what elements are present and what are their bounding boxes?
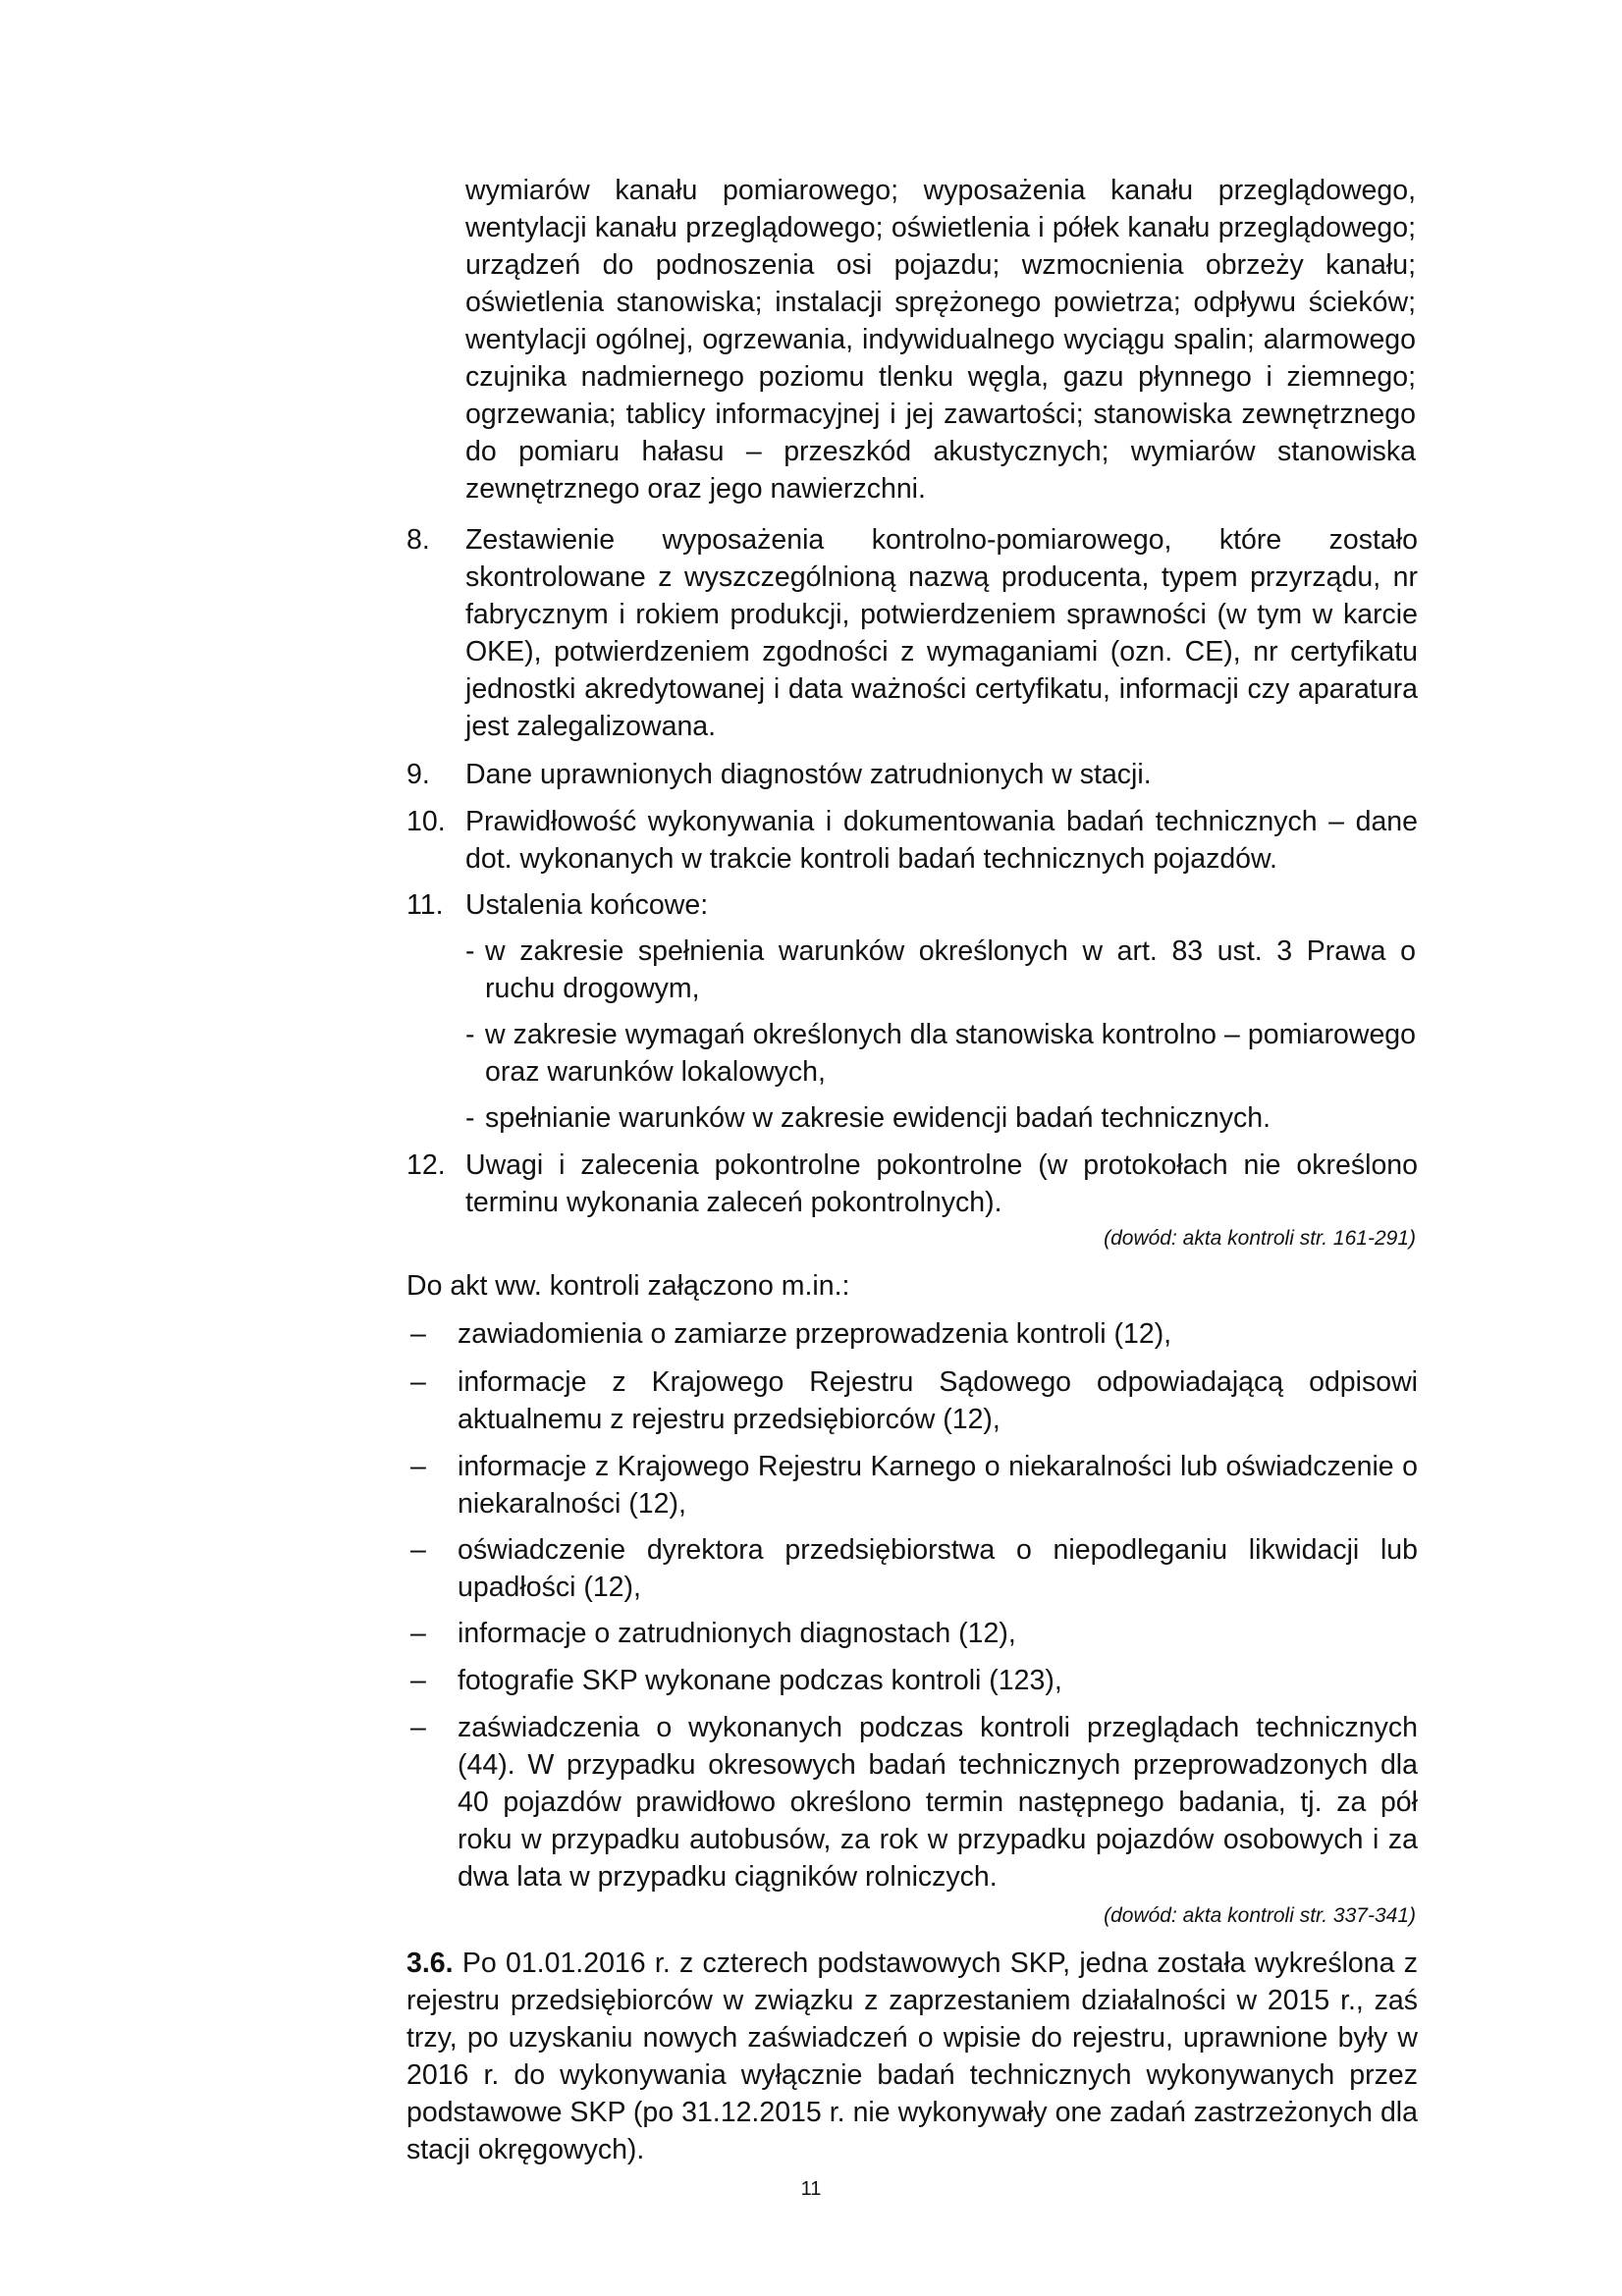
attachment-item (406, 1315, 1418, 1353)
list-number: 9. (406, 759, 430, 790)
attachment-item (406, 1363, 1418, 1438)
list-item-9 (406, 756, 1418, 793)
attachment-text: zaświadczenia o wykonanych podczas kontroli przeglądach technicznych (44). W przypadku okresowych badań technicznych przeprowadzonych dla 40 pojazdów prawidłowo określono termin następnego badania, tj. za pół roku w przypadku autobusów, za rok w przypadku pojazdów osobowych i za dwa lata w przypadku ciągników rolniczych. (458, 1712, 1418, 1893)
dash-marker: - (465, 1019, 475, 1050)
dash-marker: – (410, 1665, 426, 1696)
dash-marker: – (410, 1618, 426, 1649)
sub-item (465, 933, 1416, 1007)
attachment-item (406, 1448, 1418, 1522)
dash-marker: – (410, 1451, 426, 1482)
dash-marker: – (410, 1318, 426, 1350)
attachment-text: informacje z Krajowego Rejestru Sądowego odpowiadającą odpisowi aktualnemu z rejestru przedsiębiorców (12), (458, 1366, 1418, 1435)
evidence-note: (dowód: akta kontroli str. 161-291) (1104, 1227, 1416, 1250)
list-text: Prawidłowość wykonywania i dokumentowania badań technicznych – dane dot. wykonanych w trakcie kontroli badań technicznych pojazdów. (465, 806, 1418, 875)
continuation-paragraph: wymiarów kanału pomiarowego; wyposażenia kanału przeglądowego, wentylacji kanału przeglądowego; oświetlenia i półek kanału przeglądowego; urządzeń do podnoszenia osi pojazdu; wzmocnienia obrzeży kanału; oświetlenia stanowiska; instalacji sprężonego powietrza; odpływu ścieków; wentylacji ogólnej, ogrzewania, indywidualnego wyciągu spalin; alarmowego czujnika nadmiernego poziomu tlenku węgla, gazu płynnego i ziemnego; ogrzewania; tablicy informacyjnej i jej zawartości; stanowiska zewnętrznego do pomiaru hałasu – przeszkód akustycznych; wymiarów stanowiska zewnętrznego oraz jego nawierzchni. (465, 175, 1416, 505)
sub-item (465, 1016, 1416, 1091)
list-number: 11. (406, 889, 444, 921)
dash-marker: – (410, 1366, 426, 1398)
attachment-text: informacje z Krajowego Rejestru Karnego o niekaralności lub oświadczenie o niekaralności (12), (458, 1451, 1418, 1520)
attachment-text: zawiadomienia o zamiarze przeprowadzenia kontroli (12), (458, 1318, 1172, 1350)
attachment-item (406, 1662, 1418, 1699)
list-item-11 (406, 886, 1418, 924)
list-text: Uwagi i zalecenia pokontrolne pokontrolne (w protokołach nie określono terminu wykonania zaleceń pokontrolnych). (465, 1149, 1418, 1218)
list-item-8 (406, 521, 1418, 745)
dash-marker: – (410, 1534, 426, 1566)
list-text: Zestawienie wyposażenia kontrolno-pomiarowego, które zostało skontrolowane z wyszczególnioną nazwą producenta, typem przyrządu, nr fabrycznym i rokiem produkcji, potwierdzeniem sprawności (w tym w karcie OKE), potwierdzeniem zgodności z wymaganiami (ozn. CE), nr certyfikatu jednostki akredytowanej i data ważności certyfikatu, informacji czy aparatura jest zalegalizowana. (465, 524, 1418, 742)
attachment-item (406, 1615, 1418, 1652)
attachment-item (406, 1531, 1418, 1606)
attachment-text: oświadczenie dyrektora przedsiębiorstwa o niepodleganiu likwidacji lub upadłości (12), (458, 1534, 1418, 1603)
list-number: 12. (406, 1149, 446, 1181)
dash-marker: - (465, 1102, 475, 1134)
sub-item-text: w zakresie wymagań określonych dla stanowiska kontrolno – pomiarowego oraz warunków lokalowych, (485, 1019, 1416, 1088)
sub-item (465, 1099, 1416, 1137)
section-text: Po 01.01.2016 r. z czterech podstawowych SKP, jedna została wykreślona z rejestru przedsiębiorców w związku z zaprzestaniem działalności w 2015 r., zaś trzy, po uzyskaniu nowych zaświadczeń o wpisie do rejestru, uprawnione były w 2016 r. do wykonywania wyłącznie badań technicznych wykonywanych przez podstawowe SKP (po 31.12.2015 r. nie wykonywały one zadań zastrzeżonych dla stacji okręgowych). (406, 1948, 1419, 2165)
list-text: Ustalenia końcowe: (465, 889, 709, 921)
evidence-note: (dowód: akta kontroli str. 337-341) (1104, 1904, 1416, 1927)
dash-marker: – (410, 1712, 426, 1743)
attachment-item (406, 1709, 1418, 1896)
list-item-12 (406, 1147, 1418, 1221)
list-item-10 (406, 803, 1418, 878)
section-number: 3.6. (406, 1948, 454, 1979)
page-number: 11 (800, 2178, 822, 2200)
attachments-intro: Do akt ww. kontroli załączono m.in.: (406, 1270, 850, 1302)
list-text: Dane uprawnionych diagnostów zatrudnionych w stacji. (465, 759, 1152, 790)
list-number: 8. (406, 524, 430, 556)
section-paragraph (406, 1945, 1418, 2168)
attachment-text: informacje o zatrudnionych diagnostach (12), (458, 1618, 1016, 1649)
list-number: 10. (406, 806, 446, 837)
sub-item-text: spełnianie warunków w zakresie ewidencji badań technicznych. (485, 1102, 1271, 1134)
attachment-text: fotografie SKP wykonane podczas kontroli (123), (458, 1665, 1062, 1696)
dash-marker: - (465, 935, 475, 967)
sub-item-text: w zakresie spełnienia warunków określonych w art. 83 ust. 3 Prawa o ruchu drogowym, (485, 935, 1416, 1004)
